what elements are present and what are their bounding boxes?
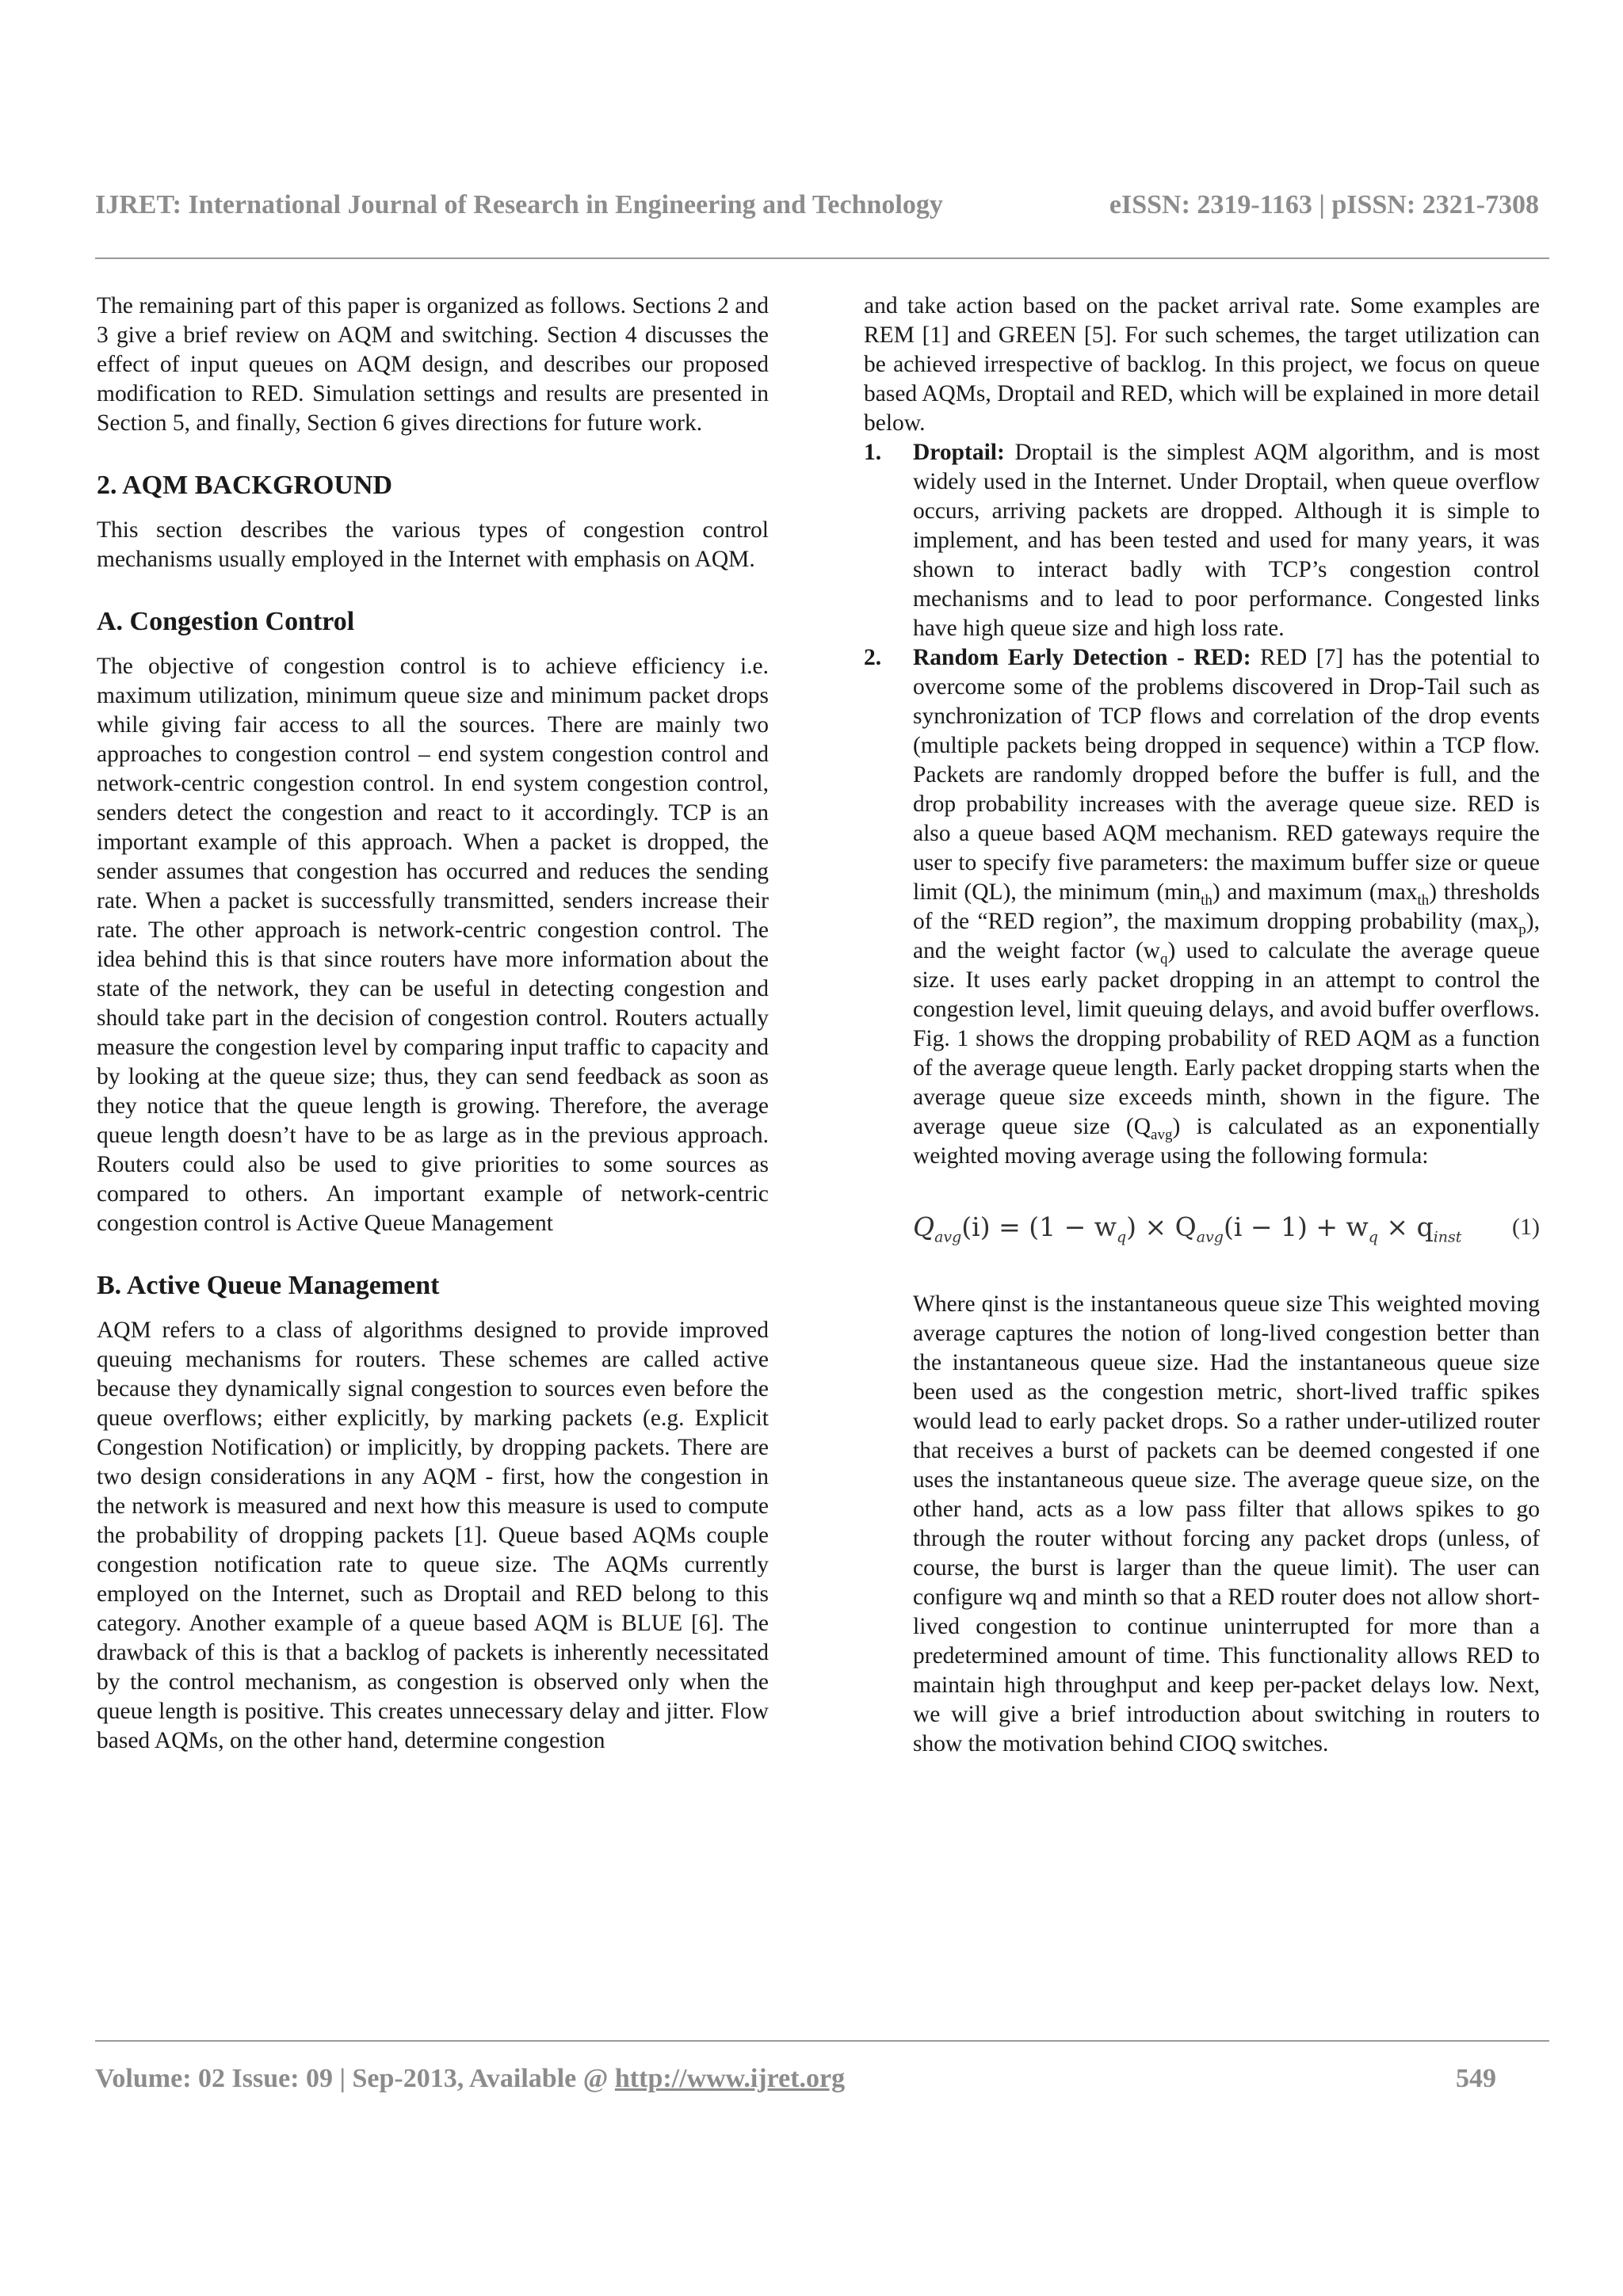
list-text: ) is calculated as an exponentially weighted moving average using the following formula:: [913, 1114, 1540, 1169]
left-column: [97, 292, 769, 1756]
list-term: Droptail:: [913, 440, 1005, 465]
subscript: q: [1159, 950, 1168, 967]
equation-expression: $Q_{avg}(i) = (1 - w_q) \times Q_{avg}(i - 1) + w_q \times q_{inst}$: [913, 1211, 1462, 1246]
list-term: Random Early Detection - RED:: [913, 645, 1251, 670]
header-divider: [95, 257, 1549, 259]
equation-number: (1): [1512, 1214, 1540, 1240]
list-text: RED [7] has the potential to overcome some of the problems discovered in Drop-Tail such as synchronization of TCP flows and correlation of the drop events (multiple packets being dropped in sequence) within a TCP flow. Packets are randomly dropped before the buffer is full, and the drop probability increases with the average queue size. RED is also a queue based AQM mechanism. RED gateways require the user to specify five parameters: the maximum buffer size or queue limit (QL), the minimum (min: [913, 645, 1540, 905]
volume-info: [95, 2064, 845, 2094]
journal-title: IJRET: International Journal of Research in Engineering and Technology: [95, 190, 943, 219]
subsection-heading-active-queue-management: B. Active Queue Management: [97, 1271, 440, 1300]
section-heading-aqm-background: 2. AQM BACKGROUND: [97, 471, 393, 500]
subscript: avg: [1151, 1126, 1173, 1143]
section-paragraph: This section describes the various types of congestion control mechanisms usually employed in the Internet with emphasis on AQM.: [97, 517, 769, 572]
congestion-control-paragraph: The objective of congestion control is to achieve efficiency i.e. maximum utilization, minimum queue size and minimum packet drops while giving fair access to all the sources. There are mainly two approaches to congestion control – end system congestion control and network-centric congestion control. In end system congestion control, senders detect the congestion and react to it accordingly. TCP is an important example of this approach. When a packet is dropped, the sender assumes that congestion has occurred and reduces the sending rate. When a packet is successfully transmitted, senders increase their rate. The other approach is network-centric congestion control. The idea behind this is that since routers have more information about the state of the network, they can be useful in detecting congestion and should take part in the decision of congestion control. Routers actually measure the congestion level by comparing input traffic to capacity and by looking at the queue size; thus, they can send feedback as soon as they notice that the queue length is growing. Therefore, the average queue length doesn’t have to be as large as in the previous approach. Routers could also be used to give priorities to some sources as compared to others. An important example of network-centric congestion control is Active Queue Management: [97, 654, 769, 1236]
list-number: 1.: [864, 440, 882, 465]
page-header: [95, 190, 1539, 230]
footer-divider: [95, 2040, 1549, 2042]
subscript: p: [1518, 921, 1526, 938]
list-text: ) used to calculate the average queue size. It uses early packet dropping in an attempt to control the congestion level, limit queuing delays, and avoid buffer overflows. Fig. 1 shows the dropping probability of RED AQM as a function of the average queue length. Early packet dropping starts when the average queue size exceeds minth, shown in the figure. The average queue size (Q: [913, 938, 1540, 1139]
subscript: th: [1201, 891, 1212, 909]
list-item-red: [864, 643, 1540, 1171]
page-number: 549: [1456, 2064, 1496, 2093]
right-column: [864, 292, 1540, 1759]
subscript: th: [1417, 891, 1430, 909]
subsection-heading-congestion-control: A. Congestion Control: [97, 607, 355, 636]
intro-paragraph: The remaining part of this paper is organized as follows. Sections 2 and 3 give a brief review on AQM and switching. Section 4 discusses the effect of input queues on AQM design, and describes our proposed modification to RED. Simulation settings and results are presented in Section 5, and finally, Section 6 gives directions for future work.: [97, 293, 769, 436]
journal-link[interactable]: http://www.ijret.org: [614, 2064, 846, 2093]
list-text: ) and maximum (max: [1212, 879, 1418, 905]
list-number: 2.: [864, 645, 882, 670]
list-text: ) thresholds of the “RED region”, the maximum dropping probability (max: [913, 879, 1540, 934]
volume-text: Volume: 02 Issue: 09 | Sep-2013, Available @: [95, 2064, 615, 2093]
aqm-paragraph: AQM refers to a class of algorithms designed to provide improved queuing mechanisms for routers. These schemes are called active because they dynamically signal congestion to sources even before the queue overflows; either explicitly, by marking packets (e.g. Explicit Congestion Notification) or implicitly, by dropping packets. There are two design considerations in any AQM - first, how the congestion in the network is measured and next how this measure is used to compute the probability of dropping packets [1]. Queue based AQMs couple congestion notification rate to queue size. The AQMs currently employed on the Internet, such as Droptail and RED belong to this category. Another example of a queue based AQM is BLUE [6]. The drawback of this is that a backlog of packets is inherently necessitated by the control mechanism, as congestion is observed only when the queue length is positive. This creates unnecessary delay and jitter. Flow based AQMs, on the other hand, determine congestion: [97, 1318, 769, 1753]
page-footer: [95, 2064, 1496, 2103]
list-text: Droptail is the simplest AQM algorithm, and is most widely used in the Internet. Under Droptail, when queue overflow occurs, arriving packets are dropped. Although it is simple to implement, and has been tested and used for many years, it was shown to interact badly with TCP’s congestion control mechanisms and to lead to poor performance. Congested links have high queue size and high loss rate.: [913, 440, 1540, 641]
list-item-droptail: [864, 438, 1540, 643]
equation-1: [913, 1206, 1540, 1253]
issn-numbers: eISSN: 2319-1163 | pISSN: 2321-7308: [1109, 190, 1539, 219]
list-text: ), and the weight factor (w: [913, 909, 1540, 963]
where-paragraph: Where qinst is the instantaneous queue size This weighted moving average captures the notion of long-lived congestion better than the instantaneous queue size. Had the instantaneous queue size been used as the congestion metric, short-lived traffic spikes would lead to early packet drops. So a rather under-utilized router that receives a burst of packets can be deemed congested if one uses the instantaneous queue size. The average queue size, on the other hand, acts as a low pass filter that allows spikes to go through the router without forcing any packet drops (unless, of course, the burst is larger than the queue limit). The user can configure wq and minth so that a RED router does not allow short-lived congestion to continue uninterrupted for more than a predetermined amount of time. This functionality allows RED to maintain high throughput and keep per-packet delays low. Next, we will give a brief introduction about switching in routers to show the motivation behind CIOQ switches.: [913, 1291, 1540, 1756]
continuation-paragraph: and take action based on the packet arrival rate. Some examples are REM [1] and GREEN [5]. For such schemes, the target utilization can be achieved irrespective of backlog. In this project, we focus on queue based AQMs, Droptail and RED, which will be explained in more detail below.: [864, 293, 1540, 436]
